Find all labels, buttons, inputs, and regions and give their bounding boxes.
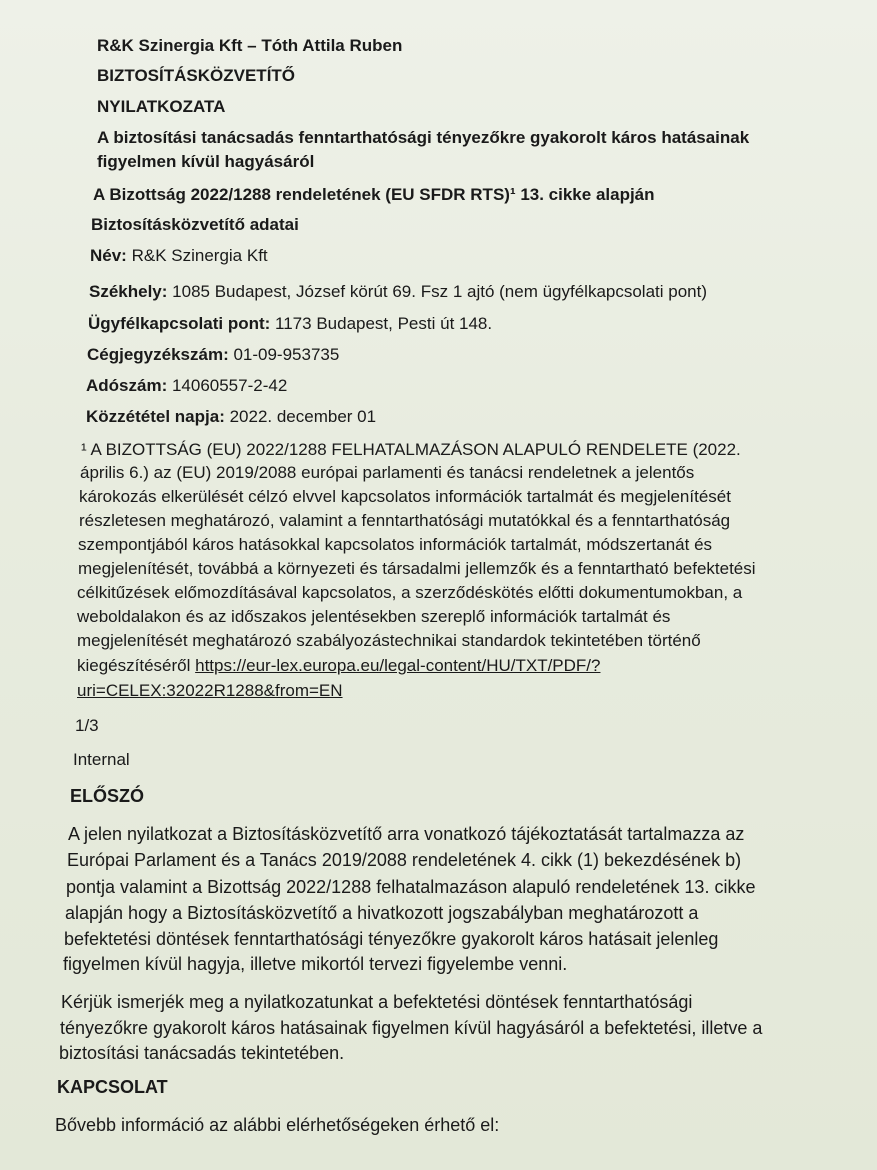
footnote-line: weboldalakon és az időszakos jelentésekben szereplő információk tartalmát és (77, 607, 671, 626)
footnote-line: megjelenítését meghatározó szabályozástechnikai standardok tekintetében történő (77, 631, 701, 650)
foreword-line: A jelen nyilatkozat a Biztosításközvetítő arra vonatkozó tájékoztatását tartalmazza az (68, 824, 745, 844)
foreword-title: ELŐSZÓ (70, 786, 145, 806)
footnote-line: szempontjából káros hatásokkal kapcsolatos információk tartalmát, módszertanát és (78, 535, 713, 554)
page-number: 1/3 (75, 716, 99, 735)
foreword-line: Európai Parlament és a Tanács 2019/2088 rendeletének 4. cikk (1) bekezdésének b) (67, 850, 742, 870)
show-through-text (300, 234, 304, 251)
footnote-line-last: kiegészítéséről https://eur-lex.europa.eu/legal-content/HU/TXT/PDF/? (77, 656, 601, 675)
footnote-line: megjelenítését, továbbá a környezeti és társadalmi jellemzők és a fenntartható befektetési (78, 559, 756, 578)
contact-title: KAPCSOLAT (57, 1077, 168, 1097)
foreword-line: alapján hogy a Biztosításközvetítő a hivatkozott jogszabályban meghatározott a (65, 903, 699, 923)
company-name: R&K Szinergia Kft – Tóth Attila Ruben (97, 36, 403, 55)
foreword-paragraph2-line: biztosítási tanácsadás tekintetében. (59, 1043, 345, 1063)
detail-contact-point: Ügyfélkapcsolati pont: 1173 Budapest, Pesti út 148. (88, 314, 493, 333)
foreword-paragraph2-line: Kérjük ismerjék meg a nyilatkozatunkat a befektetési döntések fenntarthatósági (61, 992, 693, 1012)
subject-line2: figyelmen kívül hagyásáról (97, 152, 315, 171)
document-title-line2: NYILATKOZATA (97, 97, 226, 116)
eur-lex-link[interactable]: https://eur-lex.europa.eu/legal-content/HU/TXT/PDF/? (195, 656, 601, 675)
detail-headquarters: Székhely: 1085 Budapest, József körút 69. Fsz 1 ajtó (nem ügyfélkapcsolati pont) (89, 282, 708, 301)
footnote-line: április 6.) az (EU) 2019/2088 európai parlamenti és tanácsi rendeletnek a jelentős (80, 463, 695, 482)
detail-publication-date: Közzététel napja: 2022. december 01 (86, 407, 377, 426)
detail-name: Név: R&K Szinergia Kft (90, 246, 268, 265)
detail-tax-number: Adószám: 14060557-2-42 (86, 376, 288, 395)
foreword-line: pontja valamint a Bizottság 2022/1288 felhatalmazáson alapuló rendeletének 13. cikke (66, 877, 756, 897)
section-title-details: Biztosításközvetítő adatai (91, 215, 299, 234)
foreword-line: figyelmen kívül hagyja, illetve mikortól tervezi figyelembe venni. (63, 954, 568, 974)
foreword-paragraph2-line: tényezőkre gyakorolt káros hatásainak figyelmen kívül hagyásáról a befektetési, illetve a (60, 1018, 763, 1038)
footnote-link-continuation (77, 681, 343, 701)
footnote-line: károkozás elkerülését célzó elvvel kapcsolatos információk tartalmát és megjelenítését (79, 487, 731, 506)
footnote-line: célkitűzések előmozdításával kapcsolatos, a szerződéskötés előtti dokumentumokban, a (77, 583, 743, 602)
foreword-line: befektetési döntések fenntarthatósági tényezőkre gyakorolt káros hatásait jelenleg (64, 929, 719, 949)
contact-text: Bővebb információ az alábbi elérhetőségeken érhető el: (55, 1115, 500, 1135)
footnote-line: részletesen meghatározó, valamint a fenntarthatósági mutatókkal és a fenntarthatóság (79, 511, 731, 530)
subject-line1: A biztosítási tanácsadás fenntarthatósági tényezőkre gyakorolt káros hatásainak (97, 128, 750, 147)
eur-lex-link-continuation[interactable]: uri=CELEX:32022R1288&from=EN (77, 681, 343, 700)
footnote-line: ¹ A BIZOTTSÁG (EU) 2022/1288 FELHATALMAZÁSON ALAPULÓ RENDELETE (2022. (81, 440, 741, 459)
detail-registration-number: Cégjegyzékszám: 01-09-953735 (87, 345, 340, 364)
legal-basis: A Bizottság 2022/1288 rendeletének (EU SFDR RTS)¹ 13. cikke alapján (93, 185, 655, 204)
classification-label: Internal (73, 750, 130, 769)
document-title-line1: BIZTOSÍTÁSKÖZVETÍTŐ (97, 66, 296, 85)
